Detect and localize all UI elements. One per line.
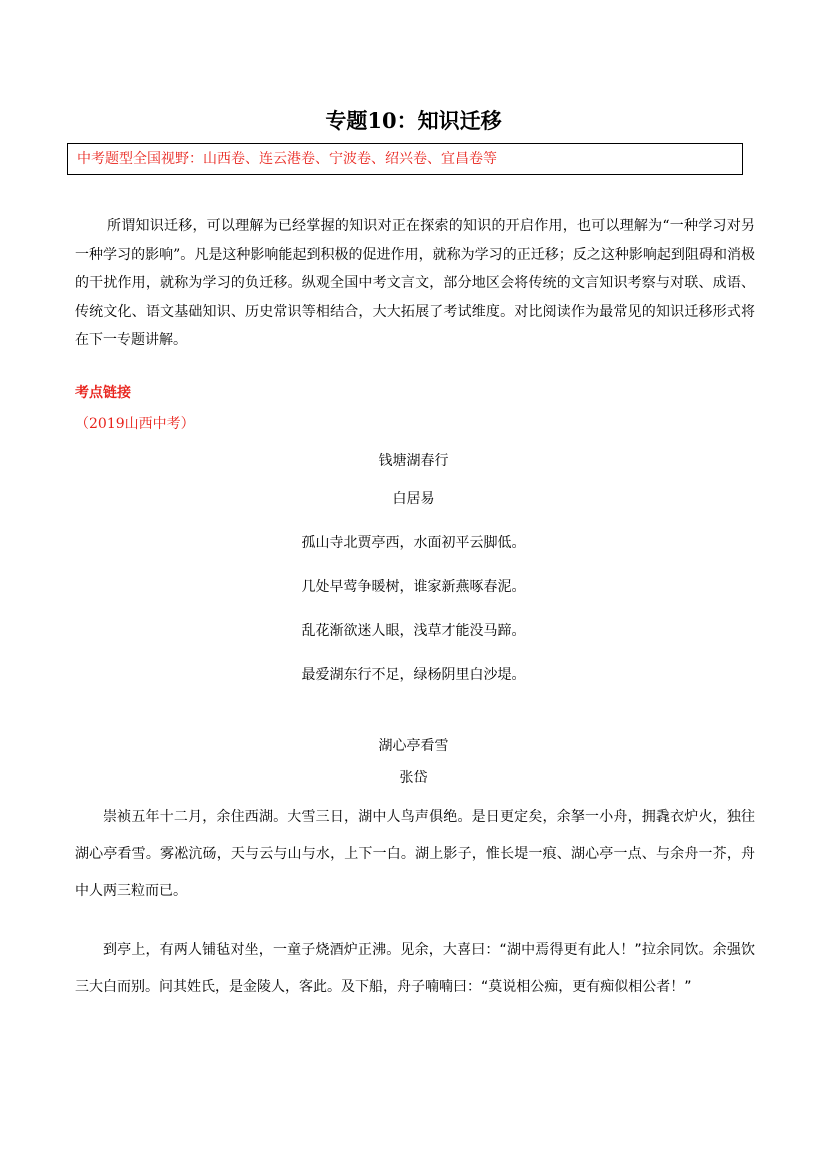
- essay-author: 张岱: [399, 770, 428, 786]
- essay-paragraph: 到亭上，有两人铺毡对坐，一童子烧酒炉正沸。见余，大喜曰：“湖中焉得更有此人！”拉余同饮。余强饮三大白而别。问其姓氏，是金陵人，客此。及下船，舟子喃喃曰：“莫说相公痴，更有痴似相公者！”: [75, 942, 755, 995]
- poem-line: 乱花渐欲迷人眼，浅草才能没马蹄。: [301, 623, 526, 639]
- poem-line: 孤山寺北贾亭西，水面初平云脚低。: [301, 535, 526, 551]
- page-title: 专题10：知识迁移: [325, 108, 502, 133]
- source-note: （2019山西中考）: [75, 416, 195, 432]
- scope-text: 中考题型全国视野：山西卷、连云港卷、宁波卷、绍兴卷、宜昌卷等: [77, 151, 497, 167]
- poem-line: 几处早莺争暖树，谁家新燕啄春泥。: [301, 579, 526, 595]
- poem-author: 白居易: [392, 491, 435, 507]
- essay-paragraph: 崇祯五年十二月，余住西湖。大雪三日，湖中人鸟声俱绝。是日更定矣，余拏一小舟，拥毳衣炉火，独往湖心亭看雪。雾凇沆砀，天与云与山与水，上下一白。湖上影子，惟长堤一痕、湖心亭一点、与余舟一芥，舟中人两三粒而已。: [75, 809, 755, 899]
- scope-box: [67, 143, 743, 175]
- essay-title: 湖心亭看雪: [378, 738, 449, 754]
- poem-title: 钱塘湖春行: [378, 453, 449, 469]
- section-heading: 考点链接: [75, 385, 131, 401]
- intro-paragraph: 所谓知识迁移，可以理解为已经掌握的知识对正在探索的知识的开启作用，也可以理解为“一种学习对另一种学习的影响”。凡是这种影响能起到积极的促进作用，就称为学习的正迁移；反之这种影响起到阻碍和消极的干扰作用，就称为学习的负迁移。纵观全国中考文言文，部分地区会将传统的文言知识考察与对联、成语、传统文化、语文基础知识、历史常识等相结合，大大拓展了考试维度。对比阅读作为最常见的知识迁移形式将在下一专题讲解。: [75, 218, 755, 348]
- poem-line: 最爱湖东行不足，绿杨阴里白沙堤。: [301, 667, 526, 683]
